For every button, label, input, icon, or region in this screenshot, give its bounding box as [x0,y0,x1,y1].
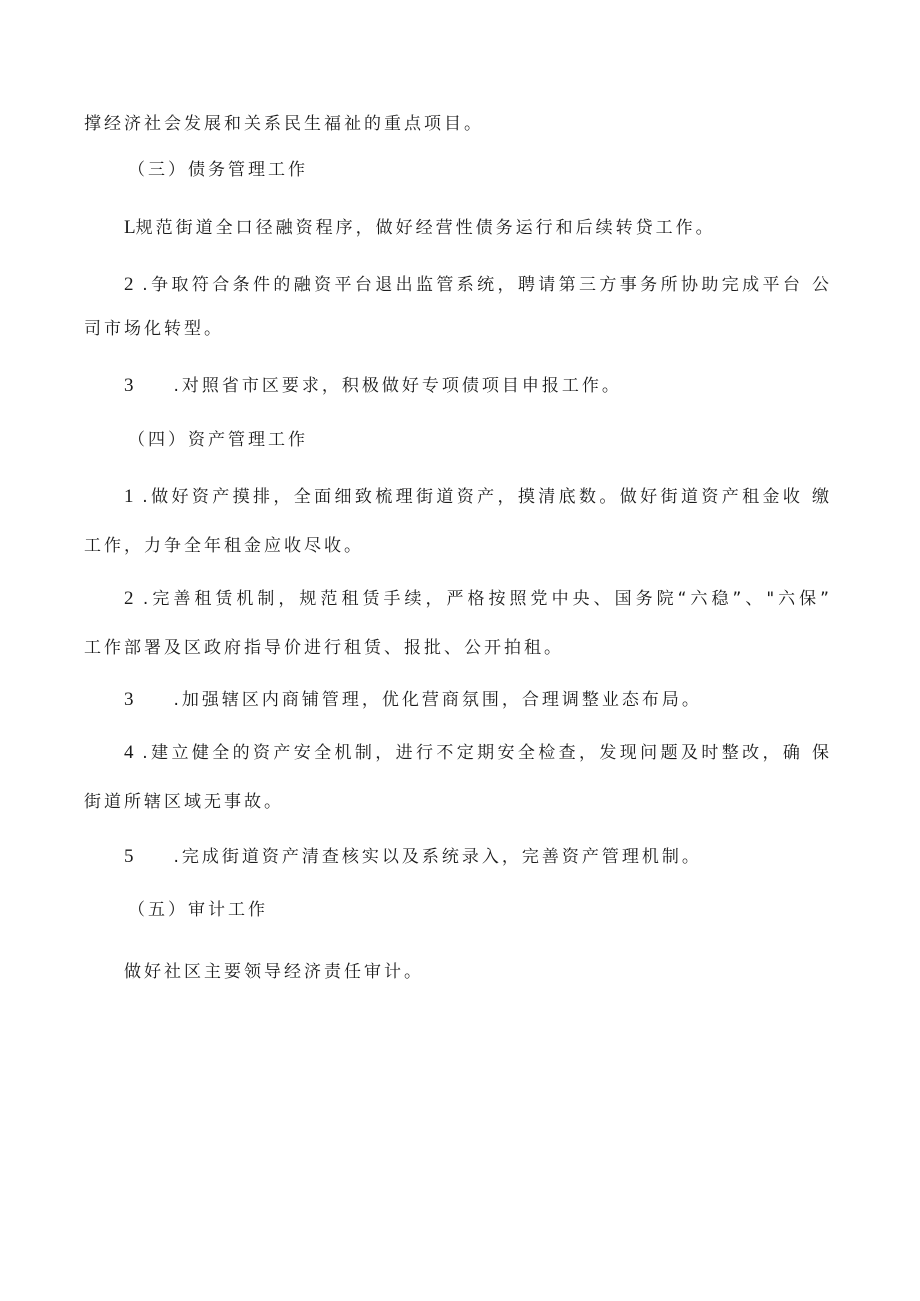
list-text: .对照省市区要求，积极做好专项债项目申报工作。 [173,376,622,396]
list-text: .完善租赁机制，规范租赁手续，严格按照党中央、国务院“六稳”、"六保” [142,589,829,609]
list-number: 4 [124,742,134,763]
list-item-continuation: 工作部署及区政府指导价进行租赁、报批、公开拍租。 [84,638,564,658]
list-number: L [124,217,136,238]
list-text: .完成街道资产清查核实以及系统录入，完善资产管理机制。 [173,847,702,867]
section-heading-debt: （三）债务管理工作 [128,160,308,180]
list-number: 2 [124,588,134,609]
list-item-continuation: 工作，力争全年租金应收尽收。 [84,536,364,556]
list-item-assets-1 [124,485,829,509]
list-item-assets-2 [124,587,829,611]
audit-paragraph: 做好社区主要领导经济责任审计。 [124,962,424,982]
list-number: 3 [124,689,134,710]
list-item-debt-2 [124,273,829,297]
list-number: 2 [124,274,134,295]
list-item-assets-5 [124,845,702,869]
list-text: .建立健全的资产安全机制，进行不定期安全检查，发现问题及时整改，确 保 [142,743,830,763]
list-text: .做好资产摸排，全面细致梳理街道资产，摸清底数。做好街道资产租金收 缴 [142,487,830,507]
section-heading-audit: （五）审计工作 [128,900,268,920]
list-number: 5 [124,846,134,867]
list-item-debt-3 [124,374,622,398]
list-item-assets-3 [124,688,702,712]
list-item-assets-4 [124,741,829,765]
list-text: .争取符合条件的融资平台退出监管系统，聘请第三方事务所协助完成平台 公 [142,275,830,295]
list-text: 规范街道全口径融资程序，做好经营性债务运行和后续转贷工作。 [135,218,716,238]
paragraph-continuation: 撑经济社会发展和关系民生福祉的重点项目。 [84,114,484,134]
list-number: 3 [124,375,134,396]
section-heading-assets: （四）资产管理工作 [128,430,308,450]
list-number: 1 [124,486,134,507]
list-item-continuation: 司市场化转型。 [84,319,224,339]
list-item-continuation: 街道所辖区域无事故。 [84,792,284,812]
list-item-debt-1 [124,216,716,240]
list-text: .加强辖区内商铺管理，优化营商氛围，合理调整业态布局。 [173,690,702,710]
